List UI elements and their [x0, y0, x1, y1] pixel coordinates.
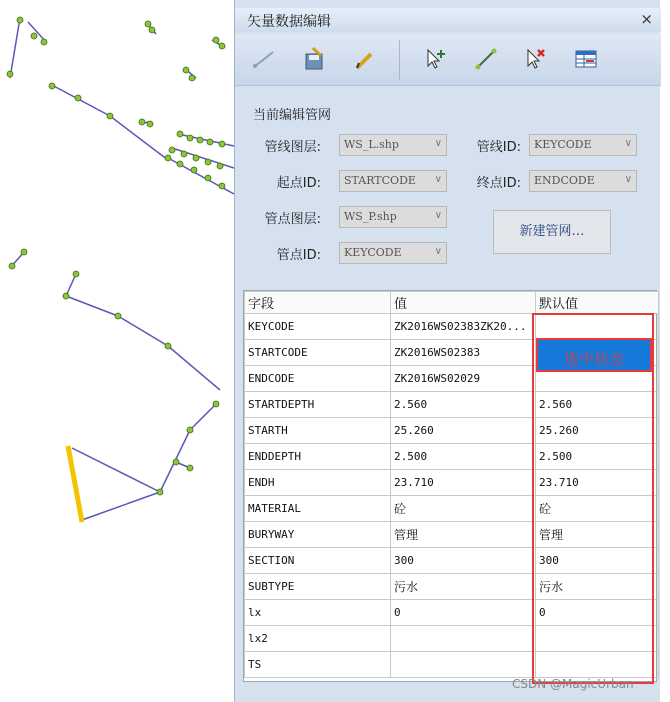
chevron-down-icon: ∨	[434, 246, 442, 257]
default-value-cell[interactable]	[536, 626, 659, 652]
chevron-down-icon: ∨	[434, 174, 442, 185]
column-header-field[interactable]: 字段	[245, 292, 391, 314]
value-cell[interactable]: 管理	[391, 522, 536, 548]
end-id-label: 终点ID:	[476, 176, 521, 191]
chevron-down-icon: ∨	[624, 138, 632, 149]
field-cell[interactable]: KEYCODE	[245, 314, 391, 340]
point-id-select[interactable]	[339, 242, 447, 264]
cursor-delete-icon	[523, 46, 549, 72]
field-cell[interactable]: ENDDEPTH	[245, 444, 391, 470]
line-id-select[interactable]	[529, 134, 637, 156]
delete-feature-button[interactable]	[521, 44, 551, 74]
line-id-label: 管线ID:	[476, 140, 521, 155]
pipe-points	[7, 17, 225, 495]
default-value-cell[interactable]: 2.560	[536, 392, 659, 418]
save-edits-button[interactable]	[299, 44, 329, 74]
point-layer-value: WS_P.shp	[344, 210, 397, 223]
value-cell[interactable]: ZK2016WS02383ZK20...	[391, 314, 536, 340]
group-title: 当前编辑管网	[253, 108, 332, 123]
save-edit-icon	[301, 46, 327, 72]
field-cell[interactable]: STARTCODE	[245, 340, 391, 366]
start-id-label: 起点ID:	[276, 176, 321, 191]
default-value-cell[interactable]: 管理	[536, 522, 659, 548]
default-value-cell[interactable]	[536, 652, 659, 678]
new-network-button[interactable]: 新建管网…	[493, 210, 611, 254]
current-network-group	[235, 90, 661, 282]
value-cell[interactable]: ZK2016WS02029	[391, 366, 536, 392]
selected-pipe-line[interactable]	[68, 446, 82, 522]
field-cell[interactable]: STARTDEPTH	[245, 392, 391, 418]
table-row[interactable]	[245, 496, 659, 522]
chevron-down-icon: ∨	[624, 174, 632, 185]
pipe-lines	[10, 18, 234, 520]
add-point-button[interactable]	[421, 44, 451, 74]
value-cell[interactable]: 23.710	[391, 470, 536, 496]
field-cell[interactable]: SUBTYPE	[245, 574, 391, 600]
value-cell[interactable]	[391, 626, 536, 652]
start-id-value: STARTCODE	[344, 174, 416, 187]
table-row[interactable]	[245, 652, 659, 678]
chevron-down-icon: ∨	[434, 138, 442, 149]
table-row[interactable]	[245, 314, 659, 340]
field-cell[interactable]: BURYWAY	[245, 522, 391, 548]
close-button[interactable]: ×	[640, 10, 653, 28]
value-cell[interactable]: 2.560	[391, 392, 536, 418]
field-cell[interactable]: lx2	[245, 626, 391, 652]
field-cell[interactable]: SECTION	[245, 548, 391, 574]
edit-line-icon	[251, 46, 277, 72]
line-icon	[473, 46, 499, 72]
field-cell[interactable]: ENDCODE	[245, 366, 391, 392]
default-value-cell[interactable]: 污水	[536, 574, 659, 600]
panel-title-bar	[235, 8, 661, 32]
attribute-table-button[interactable]	[571, 44, 601, 74]
point-layer-label: 管点图层:	[264, 212, 321, 227]
map-view[interactable]	[0, 0, 234, 702]
selected-state-label: 选中状态	[563, 350, 624, 368]
edit-sketch-button[interactable]	[349, 44, 379, 74]
default-value-cell[interactable]: 2.500	[536, 444, 659, 470]
value-cell[interactable]: 砼	[391, 496, 536, 522]
point-id-label: 管点ID:	[276, 248, 321, 263]
column-header-value[interactable]: 值	[391, 292, 536, 314]
value-cell[interactable]: ZK2016WS02383	[391, 340, 536, 366]
default-value-cell[interactable]: 砼	[536, 496, 659, 522]
field-cell[interactable]: lx	[245, 600, 391, 626]
table-row[interactable]	[245, 626, 659, 652]
pencil-icon	[351, 46, 377, 72]
table-row[interactable]	[245, 600, 659, 626]
default-value-cell[interactable]: 0	[536, 600, 659, 626]
table-row[interactable]	[245, 444, 659, 470]
field-cell[interactable]: ENDH	[245, 470, 391, 496]
value-cell[interactable]: 0	[391, 600, 536, 626]
table-row[interactable]	[245, 470, 659, 496]
default-value-cell[interactable]: 23.710	[536, 470, 659, 496]
field-cell[interactable]: TS	[245, 652, 391, 678]
cursor-add-icon	[423, 46, 449, 72]
field-cell[interactable]: MATERIAL	[245, 496, 391, 522]
default-value-cell[interactable]: 25.260	[536, 418, 659, 444]
value-cell[interactable]: 300	[391, 548, 536, 574]
watermark: CSDN @MagicUrban	[512, 677, 634, 691]
line-layer-select[interactable]	[339, 134, 447, 156]
table-row[interactable]	[245, 392, 659, 418]
default-value-cell[interactable]	[536, 314, 659, 340]
toolbar-separator	[399, 40, 400, 80]
table-row[interactable]	[245, 548, 659, 574]
point-layer-select[interactable]	[339, 206, 447, 228]
value-cell[interactable]: 25.260	[391, 418, 536, 444]
line-id-value: KEYCODE	[534, 138, 592, 151]
field-cell[interactable]: STARTH	[245, 418, 391, 444]
edit-line-button[interactable]	[249, 44, 279, 74]
map-canvas[interactable]	[0, 0, 234, 702]
add-line-button[interactable]	[471, 44, 501, 74]
table-row[interactable]	[245, 522, 659, 548]
default-value-cell[interactable]: 300	[536, 548, 659, 574]
toolbar	[235, 34, 661, 86]
line-layer-label: 管线图层:	[264, 140, 321, 155]
column-header-default[interactable]: 默认值	[536, 292, 659, 314]
value-cell[interactable]: 污水	[391, 574, 536, 600]
line-layer-value: WS_L.shp	[344, 138, 399, 151]
table-row[interactable]	[245, 418, 659, 444]
table-icon	[573, 46, 599, 72]
panel-title: 矢量数据编辑	[247, 14, 331, 30]
value-cell[interactable]	[391, 652, 536, 678]
selected-default-cell[interactable]	[536, 338, 652, 372]
end-id-value: ENDCODE	[534, 174, 595, 187]
point-id-value: KEYCODE	[344, 246, 402, 259]
start-id-select[interactable]	[339, 170, 447, 192]
value-cell[interactable]: 2.500	[391, 444, 536, 470]
end-id-select[interactable]	[529, 170, 637, 192]
table-header-row	[245, 292, 659, 314]
chevron-down-icon: ∨	[434, 210, 442, 221]
table-row[interactable]	[245, 574, 659, 600]
